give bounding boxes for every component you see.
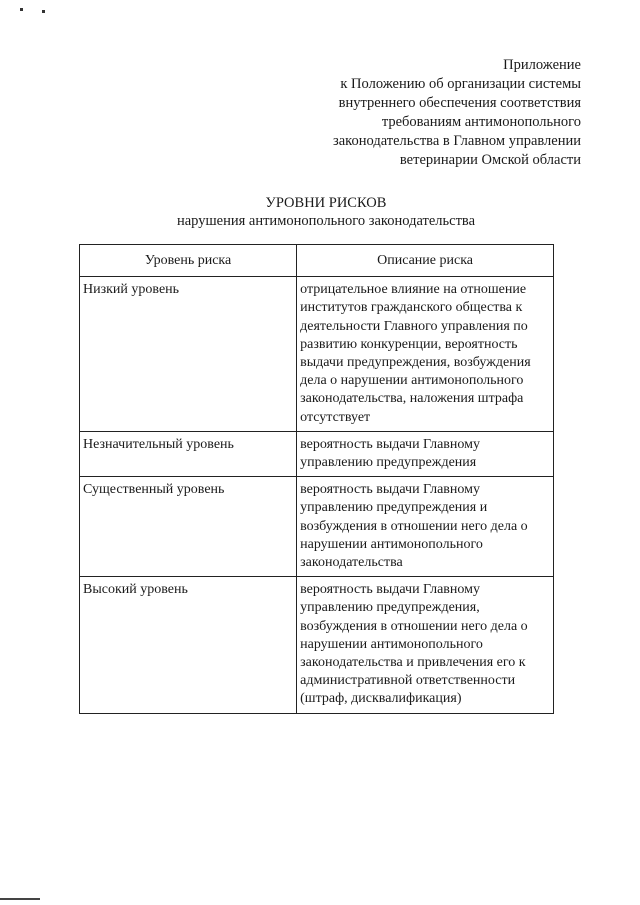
description-line: отрицательное влияние на отношение: [300, 282, 527, 298]
risk-description-cell: [297, 577, 554, 713]
description-line: (штраф, дисквалификация): [300, 691, 462, 707]
table-row: [80, 431, 554, 476]
risk-level-cell: Незначительный уровень: [80, 431, 297, 476]
appendix-line: Приложение: [503, 57, 581, 73]
description-line: деятельности Главного управления по: [300, 318, 528, 334]
description-line: управлению предупреждения и: [300, 500, 488, 516]
description-line: законодательства и привлечения его к: [300, 655, 526, 671]
risk-description-cell: [297, 431, 554, 476]
description-line: управлению предупреждения,: [300, 600, 480, 616]
description-line: законодательства: [300, 555, 403, 571]
description-line: законодательства, наложения штрафа: [300, 391, 524, 407]
description-line: отсутствует: [300, 409, 371, 425]
appendix-line: законодательства в Главном управлении: [333, 133, 581, 149]
risk-description-cell: [297, 477, 554, 577]
column-header-description: Описание риска: [297, 245, 554, 277]
risk-description-cell: [297, 277, 554, 432]
risk-level-cell: Существенный уровень: [80, 477, 297, 577]
description-line: возбуждения в отношении него дела о: [300, 518, 528, 534]
description-line: выдачи предупреждения, возбуждения: [300, 355, 531, 371]
table-row: [80, 477, 554, 577]
risk-levels-table: [79, 244, 554, 714]
table-row: [80, 577, 554, 713]
description-line: административной ответственности: [300, 673, 516, 689]
description-line: управлению предупреждения: [300, 455, 477, 471]
description-line: вероятность выдачи Главному: [300, 482, 480, 498]
description-line: вероятность выдачи Главному: [300, 582, 480, 598]
scan-speck: [20, 8, 23, 11]
scan-edge-mark: [0, 898, 40, 900]
table-header-row: [80, 245, 554, 277]
appendix-header: [281, 56, 581, 170]
risk-level-cell: Высокий уровень: [80, 577, 297, 713]
description-line: дела о нарушении антимонопольного: [300, 373, 524, 389]
appendix-line: ветеринарии Омской области: [399, 152, 581, 168]
description-line: нарушении антимонопольного: [300, 636, 483, 652]
description-line: институтов гражданского общества к: [300, 300, 523, 316]
scan-speck: [42, 10, 45, 13]
document-subtitle: нарушения антимонопольного законодательства: [176, 213, 476, 229]
description-line: возбуждения в отношении него дела о: [300, 618, 528, 634]
appendix-line: требованиям антимонопольного: [381, 114, 581, 130]
table-row: [80, 277, 554, 432]
appendix-line: к Положению об организации системы: [340, 76, 581, 92]
description-line: нарушении антимонопольного: [300, 536, 483, 552]
description-line: вероятность выдачи Главному: [300, 436, 480, 452]
appendix-line: внутреннего обеспечения соответствия: [338, 95, 581, 111]
column-header-level: Уровень риска: [80, 245, 297, 277]
description-line: развитию конкуренции, вероятность: [300, 336, 518, 352]
document-title: УРОВНИ РИСКОВ: [265, 195, 387, 211]
risk-level-cell: Низкий уровень: [80, 277, 297, 432]
